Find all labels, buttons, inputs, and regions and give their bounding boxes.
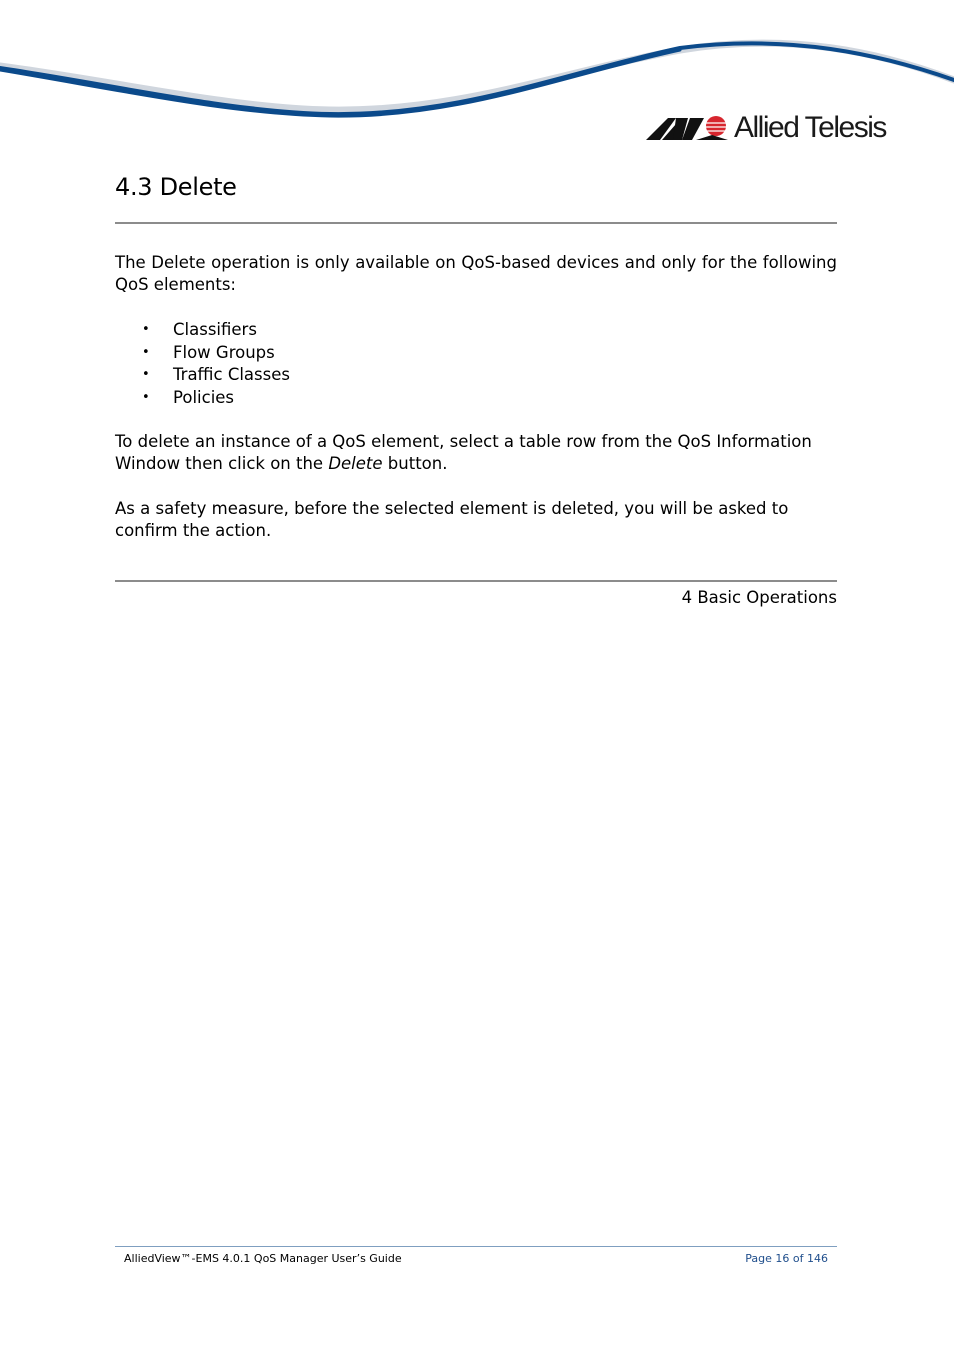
bullet-icon: • bbox=[142, 367, 150, 382]
bullet-icon: • bbox=[142, 322, 150, 337]
intro-paragraph: The Delete operation is only available on QoS-based devices and only for the following QoS elements: bbox=[115, 253, 837, 294]
list-item-label: Classifiers bbox=[173, 320, 257, 339]
delete-term: Delete bbox=[328, 454, 383, 473]
safety-paragraph: As a safety measure, before the selected element is deleted, you will be asked to confirm the action. bbox=[115, 499, 789, 540]
instruction-paragraph bbox=[115, 431, 837, 475]
page-title: 4.3 Delete bbox=[115, 173, 237, 201]
list-item bbox=[142, 364, 290, 387]
bullet-icon: • bbox=[142, 389, 150, 405]
title-divider bbox=[115, 222, 837, 224]
allied-telesis-logo bbox=[646, 110, 886, 146]
footer-guide-title: AlliedView™-EMS 4.0.1 QoS Manager User’s Guide bbox=[124, 1252, 402, 1265]
list-item-label: Traffic Classes bbox=[173, 365, 290, 384]
qos-element-list bbox=[142, 319, 290, 409]
instruction-suffix: button. bbox=[382, 454, 448, 473]
list-item bbox=[142, 319, 290, 342]
footer-divider bbox=[115, 1246, 837, 1247]
list-item-label: Flow Groups bbox=[173, 342, 275, 362]
footer-page-number: Page 16 of 146 bbox=[745, 1252, 828, 1265]
list-item bbox=[142, 387, 290, 410]
allied-telesis-logo-mark-icon bbox=[646, 113, 728, 143]
list-item bbox=[142, 342, 290, 365]
list-item-label: Policies bbox=[173, 387, 235, 407]
bullet-icon: • bbox=[142, 344, 150, 360]
logo-text: Allied Telesis bbox=[734, 111, 886, 144]
chapter-label: 4 Basic Operations bbox=[681, 588, 837, 607]
instruction-text: To delete an instance of a QoS element, select a table row from the QoS Information Window then click on the bbox=[115, 432, 812, 473]
section-end-divider bbox=[115, 580, 837, 582]
